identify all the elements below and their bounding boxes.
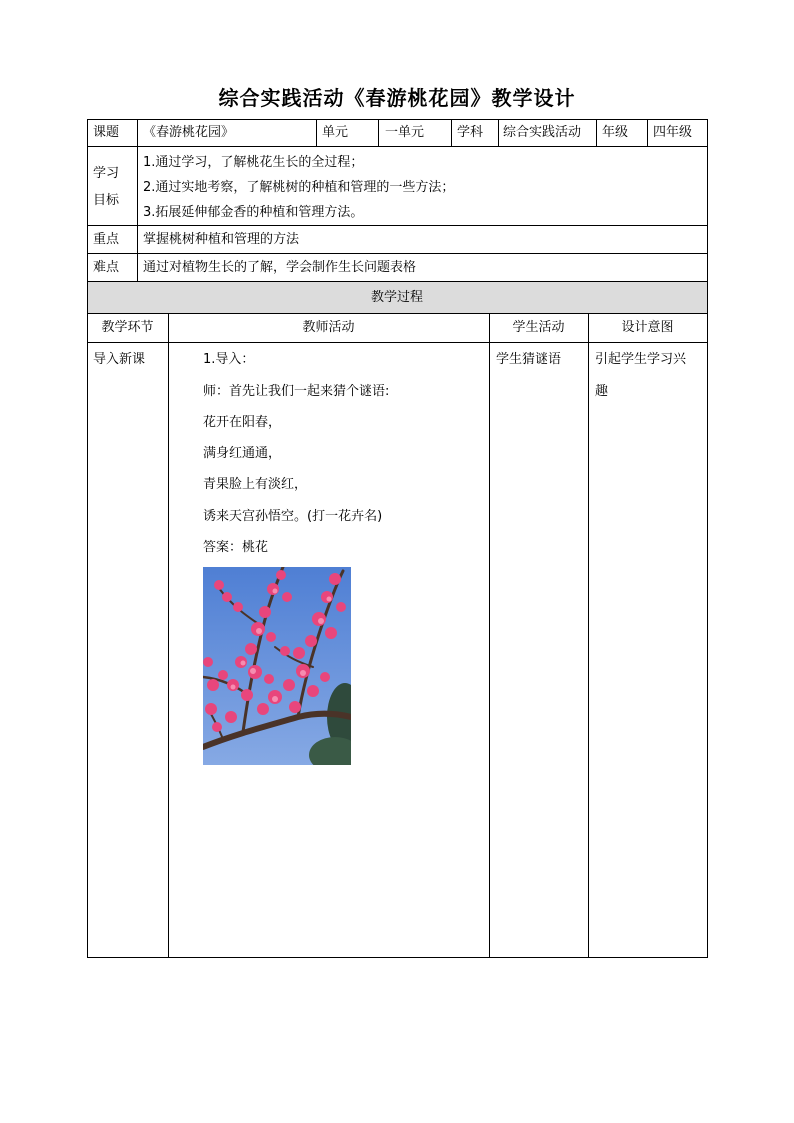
column-header-stage: 教学环节 (101, 320, 154, 335)
goal-item: 2.通过实地考察，了解桃树的种植和管理的一些方法； (143, 180, 455, 195)
grade-label: 年级 (602, 125, 629, 140)
column-header-student: 学生活动 (512, 320, 565, 335)
teacher-line: 答案：桃花 (203, 540, 269, 555)
design-intent-line1: 引起学生学习兴 (595, 352, 687, 367)
stage-cell: 导入新课 (93, 352, 146, 367)
teacher-line: 花开在阳春， (203, 415, 282, 430)
topic-label: 课题 (93, 125, 120, 140)
difficulty-value: 通过对植物生长的了解，学会制作生长问题表格 (143, 260, 417, 275)
key-point-label: 重点 (93, 232, 120, 247)
teacher-line: 师：首先让我们一起来猜个谜语: (203, 384, 390, 399)
unit-value: 一单元 (385, 125, 425, 140)
difficulty-label: 难点 (93, 260, 120, 275)
goal-item: 3.拓展延伸郁金香的种植和管理方法。 (143, 205, 364, 220)
goals-label-line2: 目标 (93, 193, 120, 208)
peach-blossom-photo (203, 567, 351, 765)
process-header: 教学过程 (370, 290, 423, 305)
teacher-line: 1.导入： (203, 352, 255, 367)
goal-item: 1.通过学习，了解桃花生长的全过程； (143, 155, 364, 170)
column-header-intent: 设计意图 (621, 320, 674, 335)
teacher-line: 满身红通通， (203, 446, 282, 461)
goals-label-line1: 学习 (93, 166, 120, 181)
unit-label: 单元 (322, 125, 349, 140)
student-activity: 学生猜谜语 (496, 352, 562, 367)
document-title: 综合实践活动《春游桃花园》教学设计 (218, 86, 576, 110)
subject-value: 综合实践活动 (503, 125, 582, 140)
teacher-line: 青果脸上有淡红， (203, 477, 308, 492)
topic-value: 《春游桃花园》 (143, 125, 235, 140)
grade-value: 四年级 (653, 125, 693, 140)
subject-label: 学科 (457, 125, 484, 140)
column-header-teacher: 教师活动 (302, 320, 355, 335)
design-intent-line2: 趣 (595, 384, 609, 399)
key-point-value: 掌握桃树种植和管理的方法 (143, 232, 300, 247)
teacher-line: 诱来天宫孙悟空。(打一花卉名) (203, 509, 383, 524)
